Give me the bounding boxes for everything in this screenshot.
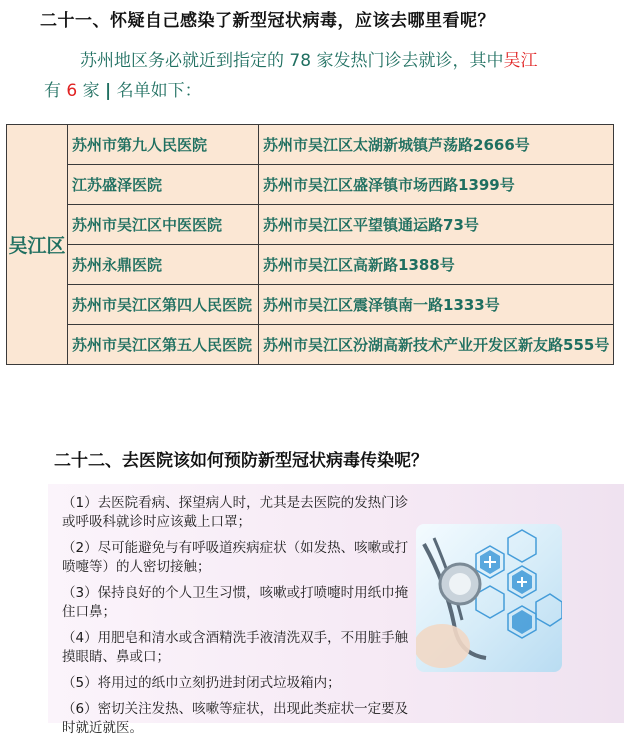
- hospital-name: 苏州市吴江区第四人民医院: [68, 285, 259, 325]
- table-row: [7, 165, 614, 205]
- table-row: [7, 205, 614, 245]
- prevention-tips-list: [62, 494, 412, 745]
- hospital-name: 苏州永鼎医院: [68, 245, 259, 285]
- hospital-address: 苏州市吴江区汾湖高新技术产业开发区新友路555号: [259, 325, 614, 365]
- intro-separator: |: [105, 81, 112, 101]
- intro-text-3: 家: [82, 81, 100, 101]
- tip-item: （6）密切关注发热、咳嗽等症状，出现此类症状一定要及时就近就医。: [62, 701, 409, 736]
- hospital-table: [6, 124, 614, 365]
- tip-item: （3）保持良好的个人卫生习惯，咳嗽或打喷嚏时用纸巾掩住口鼻；: [62, 585, 409, 620]
- intro-text-4: 名单如下：: [116, 81, 202, 101]
- tip-item: （1）去医院看病、探望病人时，尤其是去医院的发热门诊或呼吸科就诊时应该戴上口罩；: [62, 495, 409, 530]
- table-row: [7, 125, 614, 165]
- intro-paragraph: [44, 46, 604, 106]
- hospital-name: 苏州市第九人民医院: [68, 125, 259, 165]
- medical-photo: [416, 524, 562, 672]
- hospital-address: 苏州市吴江区震泽镇南一路1333号: [259, 285, 614, 325]
- hospital-address: 苏州市吴江区高新路1388号: [259, 245, 614, 285]
- table-row: [7, 285, 614, 325]
- region-cell: 吴江区: [7, 125, 68, 365]
- section-heading-21: 二十一、怀疑自己感染了新型冠状病毒，应该去哪里看呢？: [40, 11, 495, 31]
- hospital-name: 江苏盛泽医院: [68, 165, 259, 205]
- hospital-table-body: [7, 125, 614, 365]
- intro-text-1: 苏州地区务必就近到指定的 78 家发热门诊去就诊，其中: [80, 51, 504, 71]
- tip-item: （2）尽可能避免与有呼吸道疾病症状（如发热、咳嗽或打喷嚏等）的人密切接触；: [62, 540, 409, 575]
- tip-item: （4）用肥皂和清水或含酒精洗手液清洗双手，不用脏手触摸眼睛、鼻或口；: [62, 630, 409, 665]
- tip-item: （5）将用过的纸巾立刻扔进封闭式垃圾箱内；: [62, 675, 341, 691]
- intro-count: 6: [66, 81, 78, 101]
- table-row: [7, 325, 614, 365]
- hospital-name: 苏州市吴江区中医医院: [68, 205, 259, 245]
- hospital-address: 苏州市吴江区平望镇通运路73号: [259, 205, 614, 245]
- hospital-name: 苏州市吴江区第五人民医院: [68, 325, 259, 365]
- table-row: [7, 245, 614, 285]
- intro-text-2: 有: [44, 81, 61, 101]
- section-heading-22: 二十二、去医院该如何预防新型冠状病毒传染呢？: [54, 451, 428, 471]
- intro-region: 吴江: [503, 51, 538, 71]
- hospital-address: 苏州市吴江区盛泽镇市场西路1399号: [259, 165, 614, 205]
- hospital-address: 苏州市吴江区太湖新城镇芦荡路2666号: [259, 125, 614, 165]
- stethoscope-medical-icons: [416, 524, 562, 672]
